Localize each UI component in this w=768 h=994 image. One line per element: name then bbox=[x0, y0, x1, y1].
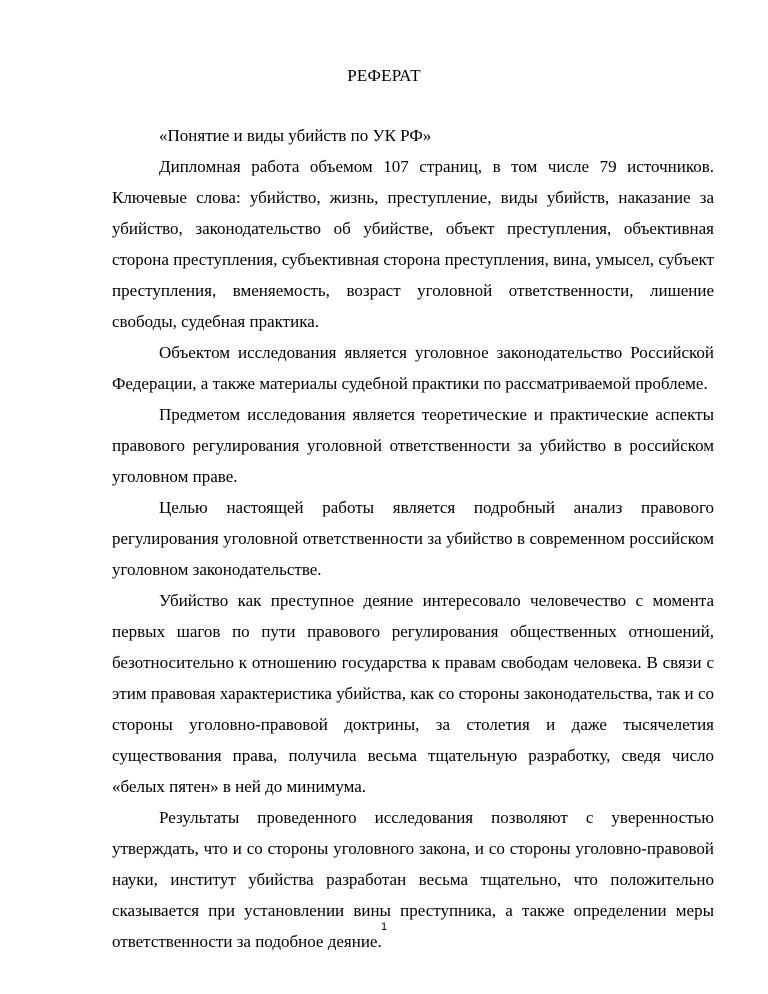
paragraph-topic: «Понятие и виды убийств по УК РФ» bbox=[159, 126, 432, 145]
document-title: РЕФЕРАТ bbox=[347, 66, 421, 85]
paragraph-results: Результаты проведенного исследования позволяют с уверенностью утверждать, что и со стороны уголовного закона, и со стороны уголовно-правовой науки, институт убийства разработан весьма тщательно, что положительно сказывается при установлении вины преступника, а также определении меры ответственности за подобное деяние. bbox=[112, 808, 714, 951]
paragraph-object: Объектом исследования является уголовное законодательство Российской Федерации, а также материалы судебной практики по рассматриваемой проблеме. bbox=[112, 343, 714, 393]
page-number: 1 bbox=[380, 921, 388, 933]
paragraph-subject: Предметом исследования является теоретические и практические аспекты правового регулирования уголовной ответственности за убийство в российском уголовном праве. bbox=[112, 405, 714, 486]
paragraph-goal: Целью настоящей работы является подробный анализ правового регулирования уголовной ответственности за убийство в современном российском уголовном законодательстве. bbox=[112, 498, 714, 579]
document-body bbox=[112, 120, 714, 957]
paragraph-keywords: Дипломная работа объемом 107 страниц, в том числе 79 источников. Ключевые слова: убийство, жизнь, преступление, виды убийств, наказание за убийство, законодательство об убийстве, объект преступления, объективная сторона преступления, субъективная сторона преступления, вина, умысел, субъект преступления, вменяемость, возраст уголовной ответственности, лишение свободы, судебная практика. bbox=[112, 157, 714, 331]
paragraph-history: Убийство как преступное деяние интересовало человечество с момента первых шагов по пути правового регулирования общественных отношений, безотносительно к отношению государства к правам свободам человека. В связи с этим правовая характеристика убийства, как со стороны законодательства, так и со стороны уголовно-правовой доктрины, за столетия и даже тысячелетия существования права, получила весьма тщательную разработку, сведя число «белых пятен» в ней до минимума. bbox=[112, 591, 714, 796]
